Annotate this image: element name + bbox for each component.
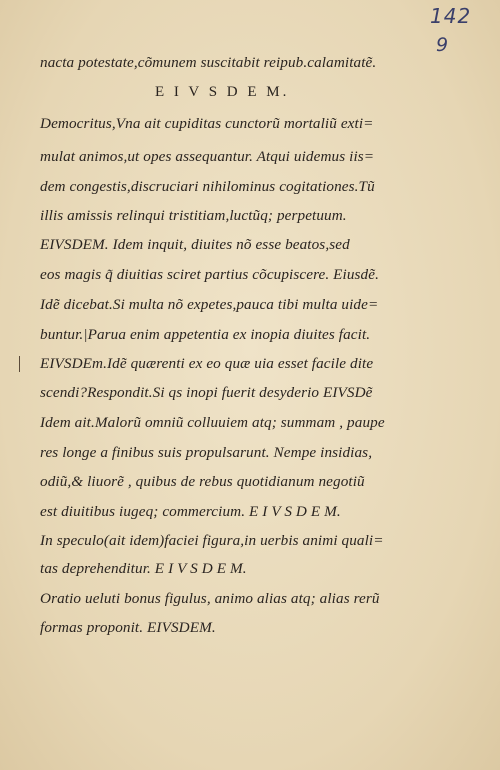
text-line: EIVSDEm.Idẽ quærenti ex eo quæ uia esset facile dite <box>40 355 374 372</box>
text-line: eos magis q̃ diuitias sciret partius cõcupiscere. Eiusdẽ. <box>40 266 379 283</box>
text-line: odiũ,& liuorẽ , quibus de rebus quotidianum negotiũ <box>40 473 365 490</box>
text-line: mulat animos,ut opes assequantur. Atqui uidemus iis= <box>40 148 375 165</box>
text-line: nacta potestate,cõmunem suscitabit reipub.calamitatẽ. <box>40 54 377 71</box>
text-line: tas deprehenditur. E I V S D E M. <box>40 560 247 577</box>
text-line: scendi?Respondit.Si qs inopi fuerit desyderio EIVSDẽ <box>40 384 373 401</box>
text-line: EIVSDEM. Idem inquit, diuites nõ esse beatos,sed <box>40 236 350 253</box>
section-heading: E I V S D E M. <box>155 84 290 100</box>
text-line: est diuitibus iugeq; commercium. E I V S D E M. <box>40 503 341 520</box>
text-line: formas proponit. EIVSDEM. <box>40 619 216 636</box>
text-line: Idẽ dicebat.Si multa nõ expetes,pauca tibi multa uide= <box>40 296 379 313</box>
leaf-number: 9 <box>436 34 449 56</box>
text-line: In speculo(ait idem)faciei figura,in uerbis animi quali= <box>40 532 384 549</box>
text-line: Democritus,Vna ait cupiditas cunctorũ mortaliũ exti= <box>40 115 374 132</box>
text-line: Oratio ueluti bonus figulus, animo alias atq; alias rerũ <box>40 590 380 607</box>
margin-mark <box>19 356 20 372</box>
folio-number: 142 <box>430 4 472 28</box>
text-line: Idem ait.Malorũ omniũ colluuiem atq; summam , paupe <box>40 414 385 431</box>
text-line: buntur.|Parua enim appetentia ex inopia diuites facit. <box>40 326 371 343</box>
text-line: dem congestis,discruciari nihilominus cogitationes.Tũ <box>40 178 375 195</box>
text-line: illis amissis relinqui tristitiam,luctũq; perpetuum. <box>40 207 347 224</box>
text-line: res longe a finibus suis propulsarunt. Nempe insidias, <box>40 444 373 461</box>
